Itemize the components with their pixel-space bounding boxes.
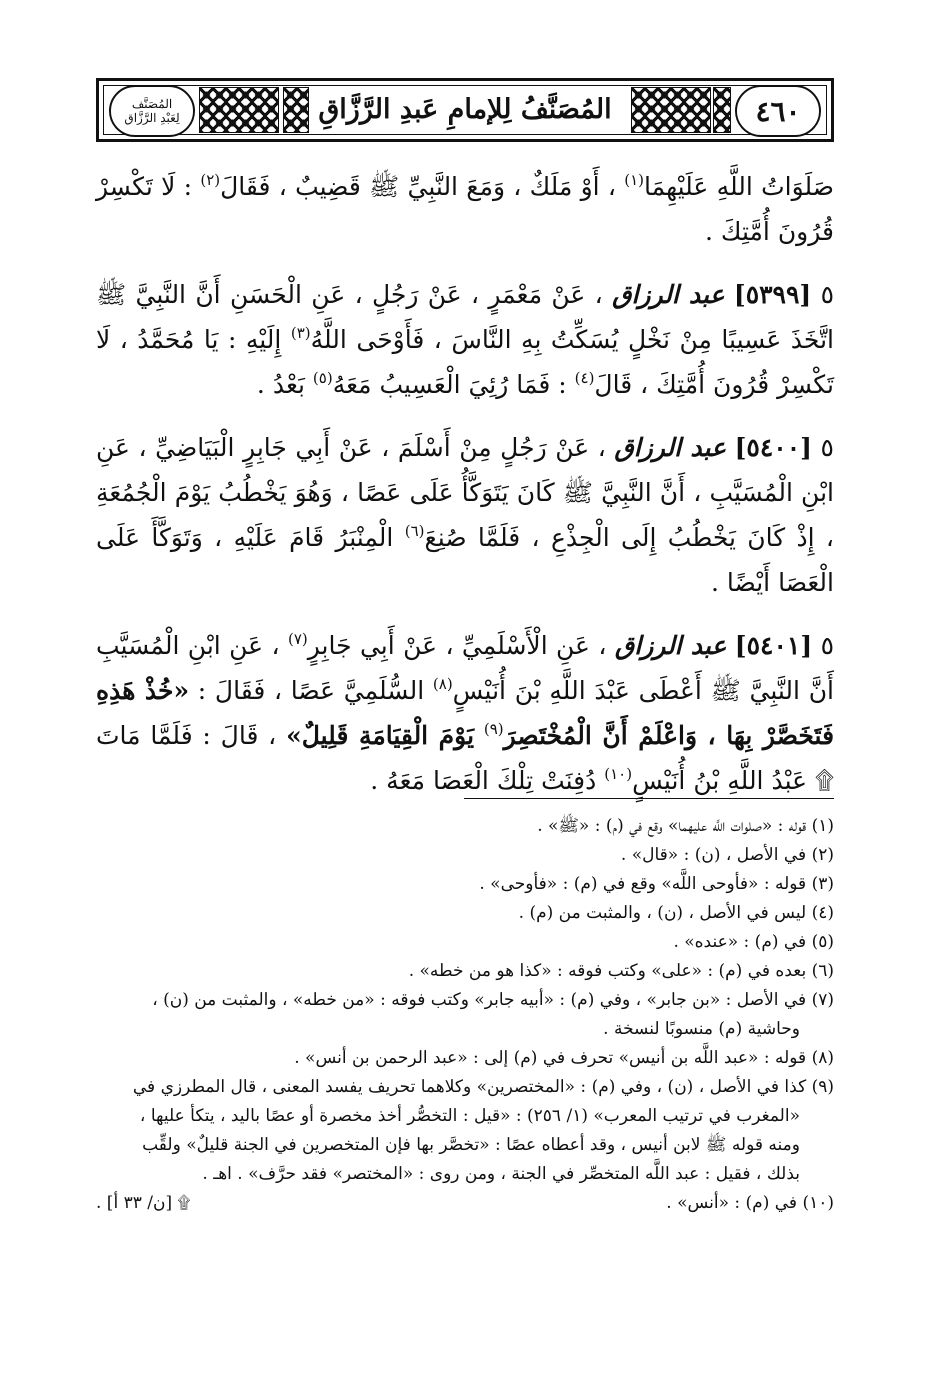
text-run: ، عَنِ الْأَسْلَمِيِّ ، عَنْ أَبِي جَابِرٍ [307,631,607,660]
footnote-last-row [96,1189,834,1218]
bullet-icon: ٥ [820,631,835,660]
text-run: : لَا تَكْسِرْ قُرُونَ أُمَّتِكَ . [96,172,834,246]
text-run: صَلَوَاتُ اللَّهِ عَلَيْهِمَا [644,172,835,201]
hadith-number: [٥٤٠١] [734,631,813,660]
footnotes [96,812,834,1218]
footnote: (٩) كذا في الأصل ، (ن) ، وفي (م) : «المختصرين» وكلاهما تحريف يفسد المعنى ، قال المطرزي في [132,1077,834,1097]
text-run: ، أَوْ مَلَكٌ ، وَمَعَ النَّبِيِّ ﷺ قَضِيبٌ ، فَقَالَ [220,172,616,201]
bullet-icon: ٥ [820,433,834,462]
footnote: (٦) بعده في (م) : «على» وكتب فوقه : «كذا هو من خطه» . [408,961,834,981]
footnote-marker[interactable]: (٩) [483,720,504,738]
footnote-marker[interactable]: (٧) [287,630,308,648]
text-run: ، قَالَ : فَلَمَّا مَاتَ ۩ عَبْدُ اللَّهِ بْنُ أُنَيْسٍ [96,721,834,795]
page-header [96,78,834,142]
hadith-5400 [96,425,834,605]
footnote-marker[interactable]: (٤) [574,369,595,387]
footnote-marker[interactable]: (٦) [404,522,425,540]
hadith-number: [٥٤٠٠] [734,433,812,462]
text-run: دُفِنَتْ تِلْكَ الْعَصَا مَعَهُ . [370,766,597,795]
footnote: (٣) قوله : «فأوحى اللَّه» وقع في (م) : «فأوحى» . [479,874,834,894]
footnote-separator [464,798,834,799]
footnote-marker[interactable]: (٢) [200,171,221,189]
footnote-marker[interactable]: (٥) [312,369,333,387]
hadith-5401 [96,623,834,803]
footnote-marker[interactable]: (١٠) [604,765,633,783]
text-run: : فَمَا رُئِيَ الْعَسِيبُ مَعَهُ [332,370,567,399]
text-run: بَعْدُ . [256,370,305,399]
footnote: (٧) في الأصل : «بن جابر» ، وفي (م) : «أبيه جابر» وكتب فوقه : «من خطه» ، والمثبت من (ن) ، [152,990,834,1010]
prophetic-quote: «خُذْ هَذِهِ فَتَخَصَّرْ بِهَا ، وَاعْلَمْ أَنَّ الْمُخْتَصِرَ [96,676,835,750]
footnote-marker[interactable]: (٨) [432,675,453,693]
footnote-marker[interactable]: (٣) [290,324,311,342]
footnote: (١٠) في (م) : «أنس» . [666,1193,834,1213]
text-run: ، عَنْ مَعْمَرٍ ، عَنْ رَجُلٍ ، عَنِ الْحَسَنِ أَنَّ النَّبِيَّ ﷺ اتَّخَذَ عَسِيبًا مِنْ نَخْلٍ يُسَكِّتُ بِهِ النَّاسَ ، فَأَوْحَى اللَّهُ [96,280,834,354]
narrator-name: عبد الرزاق [614,433,727,462]
bullet-icon: ٥ [820,280,835,309]
footnote-continuation: «المغرب في ترتيب المعرب» (١/ ٢٥٦) : «قيل : التخصُّر أخذ مخصرة أو عصًا باليد ، يتكأ عليها ، [139,1106,800,1126]
ornament-pattern [199,87,279,133]
footnote-continuation: بذلك ، فقيل : عبد اللَّه المتخصِّر في الجنة ، ومن روى : «المختصر» فقد حرَّف» . اهـ . [202,1164,800,1184]
footnote: (٢) في الأصل ، (ن) : «قال» . [620,845,834,865]
footnote-continuation: ومنه قوله ﷺ لابن أنيس ، وقد أعطاه عصًا : «تخصَّر بها فإن المتخصرين في الجنة قليلٌ» ولقِّب [142,1135,800,1155]
manuscript-folio-ref: ۩ [ن/ ٣٣ أ] . [96,1193,191,1213]
running-title: المُصَنَّفُ لِلإمامِ عَبدِ الرَّزَّاقِ [318,93,612,125]
hadith-number: [٥٣٩٩] [733,280,812,309]
text-run: ، عَنِ ابْنِ الْمُسَيَّبِ أَنَّ النَّبِيَّ ﷺ أَعْطَى عَبْدَ اللَّهِ بْنَ أُنَيْسٍ [96,631,834,705]
book-emblem [109,85,195,137]
footnote-marker[interactable]: (١) [624,171,645,189]
footnote-continuation: وحاشية (م) منسوبًا لنسخة . [603,1019,800,1039]
book-emblem-text [124,97,179,125]
footnote: (٥) في (م) : «عنده» . [673,932,834,952]
hadith-5399 [96,272,834,407]
ornament-pattern [631,87,711,133]
main-text [96,164,834,821]
page-number: ٤٦٠ [735,85,821,137]
text-run: ، عَنْ رَجُلٍ مِنْ أَسْلَمَ ، عَنْ أَبِي جَابِرٍ الْبَيَاضِيِّ ، عَنِ ابْنِ الْمُسَيَّبِ ، أَنَّ النَّبِيَّ ﷺ كَانَ يَتَوَكَّأُ عَلَى عَصًا ، وَهُوَ يَخْطُبُ يَوْمَ الْجُمُعَةِ ، إِذْ كَانَ يَخْطُبُ إِلَى الْجِذْعِ ، فَلَمَّا صُنِعَ [96,433,834,552]
text-run: الْمِنْبَرُ قَامَ عَلَيْهِ ، وَتَوَكَّأَ عَلَى الْعَصَا أَيْضًا . [96,523,834,597]
book-emblem-line1: المُصَنَّف [131,97,173,111]
narrator-name: عبد الرزاق [612,280,725,309]
ornament-pattern [283,87,309,133]
footnote: (٨) قوله : «عبد اللَّه بن أنيس» تحرف في (م) إلى : «عبد الرحمن بن أنس» . [294,1048,834,1068]
narrator-name: عبد الرزاق [614,631,727,660]
footnote: (٤) ليس في الأصل ، (ن) ، والمثبت من (م) . [518,903,834,923]
prophetic-quote: يَوْمَ الْقِيَامَةِ قَلِيلٌ» [286,721,475,750]
book-emblem-line2: لِعَبْدِ الرَّزَّاق [124,111,180,125]
paragraph-continuation [96,164,834,254]
footnote: (١) قوله : «صلوات اللَّه عليهما» وقع في (م) : «ﷺ» . [537,816,834,836]
text-run: السُّلَمِيَّ عَصًا ، فَقَالَ : [197,676,425,705]
ornament-pattern [713,87,731,133]
text-run: إِلَيْهِ : يَا مُحَمَّدُ ، لَا تَكْسِرْ قُرُونَ أُمَّتِكَ ، قَالَ [96,325,834,399]
